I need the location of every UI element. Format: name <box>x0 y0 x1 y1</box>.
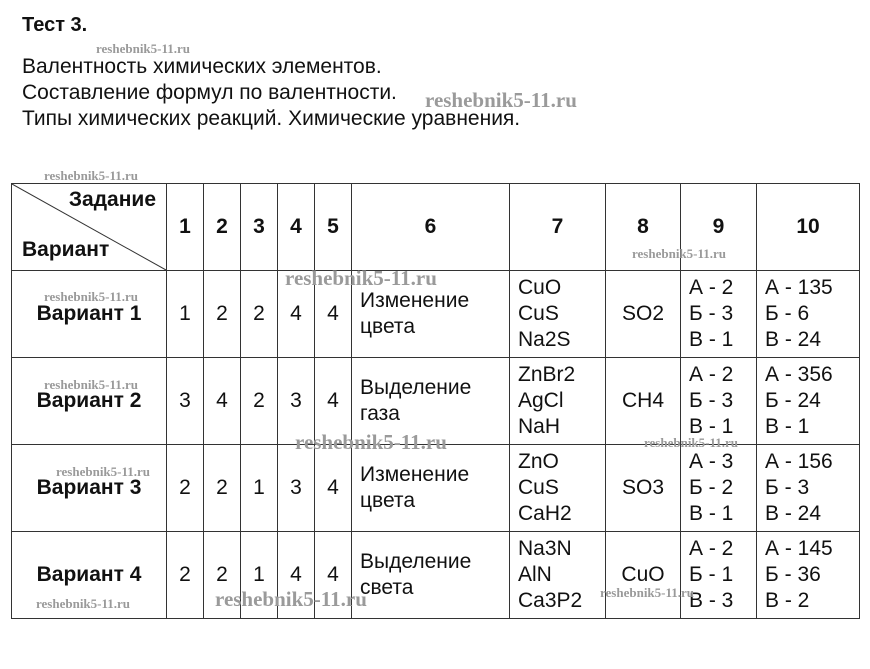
table-header-row <box>12 184 860 271</box>
answer-line: цвета <box>360 315 415 338</box>
answer-line: CuO <box>518 276 562 299</box>
answer-line: Ca3P2 <box>518 589 583 612</box>
answer-line: А - 2 <box>689 363 734 386</box>
answer-line: Изменение <box>360 289 470 312</box>
answer-line: А - 3 <box>689 450 734 473</box>
corner-cell <box>12 184 167 271</box>
subtitle-formulas: Составление формул по валентности. <box>22 81 397 104</box>
watermark: reshebnik5-11.ru <box>96 41 191 56</box>
watermark: reshebnik5-11.ru <box>44 377 139 392</box>
column-header: 5 <box>315 184 352 271</box>
watermark: reshebnik5-11.ru <box>56 464 151 479</box>
answer-cell <box>510 532 606 619</box>
answer-line: Б - 24 <box>765 389 821 412</box>
watermark: reshebnik5-11.ru <box>295 430 447 454</box>
subtitle-valence: Валентность химических элементов. <box>22 55 382 78</box>
answer-cell: SO2 <box>606 271 681 358</box>
answer-cell <box>510 358 606 445</box>
column-header: 3 <box>241 184 278 271</box>
answer-line: В - 1 <box>689 415 734 438</box>
column-header: 8 <box>606 184 681 271</box>
answer-cell: 2 <box>204 271 241 358</box>
variant-label: Вариант 2 <box>12 358 167 445</box>
corner-label-variant: Вариант <box>22 238 110 261</box>
answer-line: NaH <box>518 415 561 438</box>
answer-line: Выделение <box>360 550 472 573</box>
answer-cell <box>510 445 606 532</box>
answers-table <box>11 183 860 619</box>
answer-cell <box>352 445 510 532</box>
answer-cell: 1 <box>241 445 278 532</box>
answer-line: Изменение <box>360 463 470 486</box>
answer-line: света <box>360 576 414 599</box>
answer-line: Б - 3 <box>689 302 734 325</box>
answer-line: Б - 3 <box>765 476 810 499</box>
answer-line: газа <box>360 402 400 425</box>
variant-label: Вариант 1 <box>12 271 167 358</box>
answer-cell: 3 <box>167 358 204 445</box>
watermark: reshebnik5-11.ru <box>644 435 739 450</box>
answer-line: CuS <box>518 302 559 325</box>
answer-cell <box>681 532 757 619</box>
watermark: reshebnik5-11.ru <box>44 289 139 304</box>
answer-cell: SO3 <box>606 445 681 532</box>
answer-cell: 1 <box>167 271 204 358</box>
watermark: reshebnik5-11.ru <box>285 266 437 290</box>
corner-label-task: Задание <box>68 188 156 211</box>
column-header: 9 <box>681 184 757 271</box>
column-header: 1 <box>167 184 204 271</box>
answer-line: ZnBr2 <box>518 363 576 386</box>
answer-line: AgCl <box>518 389 564 412</box>
answer-line: В - 24 <box>765 502 822 525</box>
watermark: reshebnik5-11.ru <box>632 246 727 261</box>
answer-cell: CuO <box>606 532 681 619</box>
answer-line: В - 1 <box>765 415 810 438</box>
answer-line: А - 156 <box>765 450 833 473</box>
answer-line: Б - 36 <box>765 563 821 586</box>
column-header: 2 <box>204 184 241 271</box>
subtitle-reactions: Типы химических реакций. Химические уравнения. <box>22 107 521 130</box>
column-header: 6 <box>352 184 510 271</box>
column-header: 4 <box>278 184 315 271</box>
column-header: 10 <box>757 184 860 271</box>
answer-line: В - 1 <box>689 502 734 525</box>
answer-cell: 3 <box>278 358 315 445</box>
answer-line: А - 2 <box>689 276 734 299</box>
answer-line: Na2S <box>518 328 571 351</box>
answer-cell <box>757 358 860 445</box>
answer-line: В - 2 <box>765 589 810 612</box>
answer-cell: 4 <box>315 271 352 358</box>
answer-cell <box>681 271 757 358</box>
answer-line: Б - 1 <box>689 563 734 586</box>
watermark: reshebnik5-11.ru <box>44 168 139 183</box>
answer-cell <box>757 445 860 532</box>
variant-label: Вариант 3 <box>12 445 167 532</box>
answer-cell: CH4 <box>606 358 681 445</box>
answer-line: цвета <box>360 489 415 512</box>
answer-line: Выделение <box>360 376 472 399</box>
table-row <box>12 445 860 532</box>
answer-cell: 3 <box>278 445 315 532</box>
watermark: reshebnik5-11.ru <box>36 596 131 611</box>
answer-line: Б - 2 <box>689 476 734 499</box>
answer-cell: 2 <box>204 445 241 532</box>
answer-cell: 4 <box>315 445 352 532</box>
answer-line: А - 145 <box>765 537 833 560</box>
answer-line: В - 24 <box>765 328 822 351</box>
answer-cell: 4 <box>315 358 352 445</box>
answer-cell: 4 <box>204 358 241 445</box>
answer-line: В - 1 <box>689 328 734 351</box>
answer-cell: 1 <box>241 532 278 619</box>
answer-line: AlN <box>518 563 552 586</box>
answer-line: А - 2 <box>689 537 734 560</box>
answer-line: А - 135 <box>765 276 833 299</box>
watermark: reshebnik5-11.ru <box>600 585 695 600</box>
answer-line: CuS <box>518 476 559 499</box>
watermark: reshebnik5-11.ru <box>425 88 577 112</box>
answer-line: Na3N <box>518 537 572 560</box>
answer-line: Б - 3 <box>689 389 734 412</box>
answer-cell: 4 <box>278 271 315 358</box>
answer-cell: 4 <box>278 532 315 619</box>
answer-line: А - 356 <box>765 363 833 386</box>
answer-cell <box>681 445 757 532</box>
answer-cell: 2 <box>204 532 241 619</box>
answer-cell <box>757 532 860 619</box>
answer-cell: 4 <box>315 532 352 619</box>
variant-label: Вариант 4 <box>12 532 167 619</box>
answer-cell <box>681 358 757 445</box>
answer-cell <box>510 271 606 358</box>
answer-cell: 2 <box>167 532 204 619</box>
answer-cell <box>352 532 510 619</box>
answer-cell: 2 <box>167 445 204 532</box>
answer-line: ZnO <box>518 450 559 473</box>
answer-cell <box>757 271 860 358</box>
answer-line: В - 3 <box>689 589 734 612</box>
column-header: 7 <box>510 184 606 271</box>
answer-cell: 2 <box>241 358 278 445</box>
answer-line: CaH2 <box>518 502 572 525</box>
watermark: reshebnik5-11.ru <box>215 587 367 611</box>
answer-cell: 2 <box>241 271 278 358</box>
test-title: Тест 3. <box>22 14 88 36</box>
answer-line: Б - 6 <box>765 302 810 325</box>
table-row <box>12 532 860 619</box>
